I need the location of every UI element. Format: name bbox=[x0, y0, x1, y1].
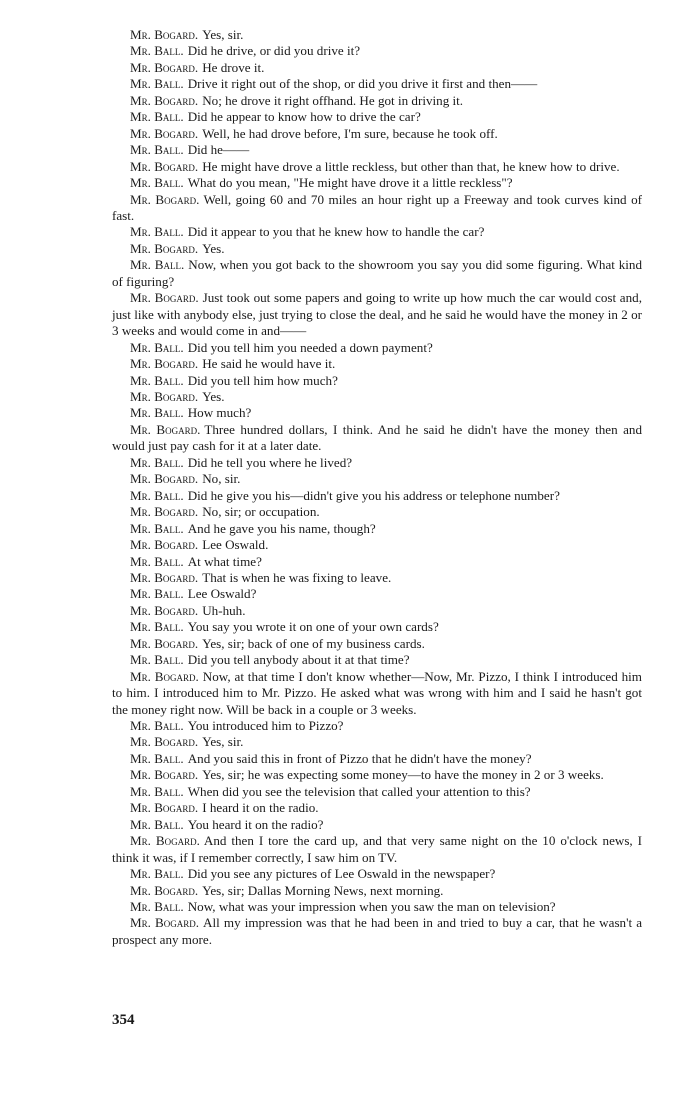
speech-text: Yes. bbox=[202, 240, 225, 256]
testimony-paragraph bbox=[112, 175, 642, 191]
speech-text: He might have drove a little reckless, but other than that, he knew how to drive. bbox=[202, 158, 620, 174]
speaker-label: Mr. Bogard. bbox=[130, 158, 199, 174]
testimony-paragraph bbox=[112, 405, 642, 421]
speaker-label: Mr. Ball. bbox=[130, 339, 184, 355]
speech-text: Did he tell you where he lived? bbox=[187, 454, 353, 470]
testimony-paragraph bbox=[112, 899, 642, 915]
speech-text: You heard it on the radio? bbox=[187, 816, 324, 832]
testimony-paragraph bbox=[112, 603, 642, 619]
speech-text: Yes, sir; Dallas Morning News, next morning. bbox=[202, 882, 444, 898]
speaker-label: Mr. Bogard. bbox=[130, 635, 199, 651]
testimony-paragraph bbox=[112, 767, 642, 783]
testimony-paragraph bbox=[112, 669, 642, 718]
speaker-label: Mr. Ball. bbox=[130, 866, 184, 882]
speech-text: Yes, sir. bbox=[202, 734, 244, 750]
testimony-paragraph bbox=[112, 43, 642, 59]
testimony-paragraph bbox=[112, 537, 642, 553]
testimony-paragraph bbox=[112, 570, 642, 586]
testimony-paragraph bbox=[112, 126, 642, 142]
testimony-paragraph bbox=[112, 800, 642, 816]
transcript-body bbox=[112, 27, 642, 948]
testimony-paragraph bbox=[112, 257, 642, 290]
speech-text: Now, what was your impression when you saw the man on television? bbox=[187, 899, 556, 915]
speaker-label: Mr. Bogard. bbox=[130, 734, 199, 750]
speaker-label: Mr. Ball. bbox=[130, 224, 184, 240]
speech-text: Well, he had drove before, I'm sure, because he took off. bbox=[202, 125, 498, 141]
speaker-label: Mr. Bogard. bbox=[130, 240, 199, 256]
testimony-paragraph bbox=[112, 734, 642, 750]
speaker-label: Mr. Bogard. bbox=[130, 833, 200, 849]
speech-text: Yes. bbox=[202, 388, 225, 404]
testimony-paragraph bbox=[112, 554, 642, 570]
speaker-label: Mr. Ball. bbox=[130, 619, 184, 635]
testimony-paragraph bbox=[112, 389, 642, 405]
speaker-label: Mr. Ball. bbox=[130, 487, 184, 503]
speech-text: Uh-huh. bbox=[202, 602, 246, 618]
speaker-label: Mr. Bogard. bbox=[130, 290, 199, 306]
speaker-label: Mr. Bogard. bbox=[130, 388, 199, 404]
speaker-label: Mr. Bogard. bbox=[130, 800, 199, 816]
speech-text: He said he would have it. bbox=[202, 356, 336, 372]
speaker-label: Mr. Bogard. bbox=[130, 59, 199, 75]
speech-text: And he gave you his name, though? bbox=[187, 520, 376, 536]
speaker-label: Mr. Bogard. bbox=[130, 915, 200, 931]
speaker-label: Mr. Ball. bbox=[130, 43, 184, 59]
speech-text: You say you wrote it on one of your own cards? bbox=[187, 619, 439, 635]
testimony-paragraph bbox=[112, 192, 642, 225]
speaker-label: Mr. Ball. bbox=[130, 750, 184, 766]
testimony-paragraph bbox=[112, 883, 642, 899]
testimony-paragraph bbox=[112, 159, 642, 175]
testimony-paragraph bbox=[112, 866, 642, 882]
testimony-paragraph bbox=[112, 109, 642, 125]
speaker-label: Mr. Bogard. bbox=[130, 191, 200, 207]
speech-text: And then I tore the card up, and that very same night on the 10 o'clock news, I think it was, if I remember correctly, I saw him on TV. bbox=[112, 833, 642, 865]
speech-text: Lee Oswald? bbox=[187, 586, 257, 602]
speech-text: He drove it. bbox=[202, 59, 265, 75]
speaker-label: Mr. Bogard. bbox=[130, 569, 199, 585]
testimony-paragraph bbox=[112, 784, 642, 800]
testimony-paragraph bbox=[112, 504, 642, 520]
speaker-label: Mr. Ball. bbox=[130, 553, 184, 569]
testimony-paragraph bbox=[112, 471, 642, 487]
testimony-paragraph bbox=[112, 455, 642, 471]
speaker-label: Mr. Ball. bbox=[130, 257, 185, 273]
speaker-label: Mr. Ball. bbox=[130, 899, 184, 915]
page-number: 354 bbox=[112, 1012, 135, 1028]
speech-text: Now, at that time I don't know whether—Now, Mr. Pizzo, I think I introduced him to him. I introduced him to Mr. Pizzo. He asked what was wrong with him and I said he hasn't got the money right now. Will be back in a couple or 3 weeks. bbox=[112, 668, 642, 717]
speech-text: At what time? bbox=[187, 553, 262, 569]
speech-text: Yes, sir; he was expecting some money—to have the money in 2 or 3 weeks. bbox=[202, 767, 604, 783]
speaker-label: Mr. Ball. bbox=[130, 372, 184, 388]
speaker-label: Mr. Bogard. bbox=[130, 421, 201, 437]
speech-text: What do you mean, "He might have drove it a little reckless"? bbox=[187, 175, 513, 191]
testimony-paragraph bbox=[112, 751, 642, 767]
speech-text: Did you tell him how much? bbox=[187, 372, 338, 388]
speech-text: Just took out some papers and going to write up how much the car would cost and, just like with anybody else, just trying to close the deal, and he said he would have the money in 2 or 3 weeks and would come in and—— bbox=[112, 290, 642, 339]
speaker-label: Mr. Ball. bbox=[130, 783, 184, 799]
speaker-label: Mr. Ball. bbox=[130, 405, 184, 421]
speaker-label: Mr. Bogard. bbox=[130, 356, 199, 372]
speech-text: No, sir. bbox=[202, 471, 241, 487]
speech-text: Now, when you got back to the showroom you say you did some figuring. What kind of figuring? bbox=[112, 257, 643, 289]
speech-text: And you said this in front of Pizzo that he didn't have the money? bbox=[187, 750, 532, 766]
speech-text: I heard it on the radio. bbox=[202, 800, 319, 816]
testimony-paragraph bbox=[112, 636, 642, 652]
speaker-label: Mr. Ball. bbox=[130, 76, 184, 92]
speaker-label: Mr. Ball. bbox=[130, 175, 184, 191]
speech-text: Did he—— bbox=[187, 142, 250, 158]
testimony-paragraph bbox=[112, 356, 642, 372]
testimony-paragraph bbox=[112, 422, 642, 455]
speech-text: Three hundred dollars, I think. And he said he didn't have the money then and would just pay cash for it at a later date. bbox=[112, 421, 642, 454]
testimony-paragraph bbox=[112, 93, 642, 109]
speech-text: How much? bbox=[187, 405, 252, 421]
speaker-label: Mr. Ball. bbox=[130, 454, 184, 470]
speaker-label: Mr. Ball. bbox=[130, 520, 184, 536]
speaker-label: Mr. Bogard. bbox=[130, 125, 199, 141]
speaker-label: Mr. Bogard. bbox=[130, 668, 199, 684]
speech-text: No; he drove it right offhand. He got in driving it. bbox=[202, 92, 464, 108]
speaker-label: Mr. Bogard. bbox=[130, 537, 199, 553]
speech-text: When did you see the television that called your attention to this? bbox=[187, 783, 531, 799]
speaker-label: Mr. Bogard. bbox=[130, 471, 199, 487]
speech-text: Did you tell him you needed a down payment? bbox=[187, 339, 433, 355]
testimony-paragraph bbox=[112, 340, 642, 356]
speech-text: Did you tell anybody about it at that time? bbox=[187, 652, 410, 668]
speaker-label: Mr. Bogard. bbox=[130, 882, 199, 898]
speech-text: You introduced him to Pizzo? bbox=[187, 718, 344, 734]
speech-text: Did he give you his—didn't give you his address or telephone number? bbox=[187, 487, 560, 503]
speaker-label: Mr. Bogard. bbox=[130, 27, 199, 42]
testimony-paragraph bbox=[112, 521, 642, 537]
speech-text: Drive it right out of the shop, or did you drive it first and then—— bbox=[187, 76, 538, 92]
speech-text: Did he drive, or did you drive it? bbox=[187, 43, 361, 59]
speech-text: That is when he was fixing to leave. bbox=[202, 569, 392, 585]
speaker-label: Mr. Ball. bbox=[130, 109, 184, 125]
speech-text: All my impression was that he had been in and tried to buy a car, that he wasn't a prospect any more. bbox=[112, 915, 643, 947]
testimony-paragraph bbox=[112, 27, 642, 43]
speech-text: Lee Oswald. bbox=[202, 537, 269, 553]
speaker-label: Mr. Bogard. bbox=[130, 92, 199, 108]
speech-text: No, sir; or occupation. bbox=[202, 504, 320, 520]
speech-text: Did it appear to you that he knew how to handle the car? bbox=[187, 224, 485, 240]
testimony-paragraph bbox=[112, 60, 642, 76]
speaker-label: Mr. Ball. bbox=[130, 816, 184, 832]
speaker-label: Mr. Ball. bbox=[130, 586, 184, 602]
speaker-label: Mr. Ball. bbox=[130, 718, 184, 734]
testimony-paragraph bbox=[112, 224, 642, 240]
speaker-label: Mr. Bogard. bbox=[130, 504, 199, 520]
testimony-paragraph bbox=[112, 718, 642, 734]
testimony-paragraph bbox=[112, 241, 642, 257]
testimony-paragraph bbox=[112, 915, 642, 948]
speech-text: Did you see any pictures of Lee Oswald in the newspaper? bbox=[187, 866, 496, 882]
speech-text: Well, going 60 and 70 miles an hour right up a Freeway and took curves kind of fast. bbox=[112, 191, 643, 223]
speech-text: Yes, sir. bbox=[202, 27, 244, 42]
testimony-paragraph bbox=[112, 488, 642, 504]
speaker-label: Mr. Bogard. bbox=[130, 602, 199, 618]
speaker-label: Mr. Ball. bbox=[130, 142, 184, 158]
speech-text: Yes, sir; back of one of my business cards. bbox=[202, 635, 425, 651]
testimony-paragraph bbox=[112, 817, 642, 833]
testimony-paragraph bbox=[112, 619, 642, 635]
speaker-label: Mr. Bogard. bbox=[130, 767, 199, 783]
speech-text: Did he appear to know how to drive the car? bbox=[187, 109, 421, 125]
testimony-paragraph bbox=[112, 290, 642, 339]
testimony-paragraph bbox=[112, 586, 642, 602]
testimony-paragraph bbox=[112, 142, 642, 158]
testimony-paragraph bbox=[112, 76, 642, 92]
testimony-paragraph bbox=[112, 373, 642, 389]
testimony-paragraph bbox=[112, 652, 642, 668]
testimony-paragraph bbox=[112, 833, 642, 866]
speaker-label: Mr. Ball. bbox=[130, 652, 184, 668]
